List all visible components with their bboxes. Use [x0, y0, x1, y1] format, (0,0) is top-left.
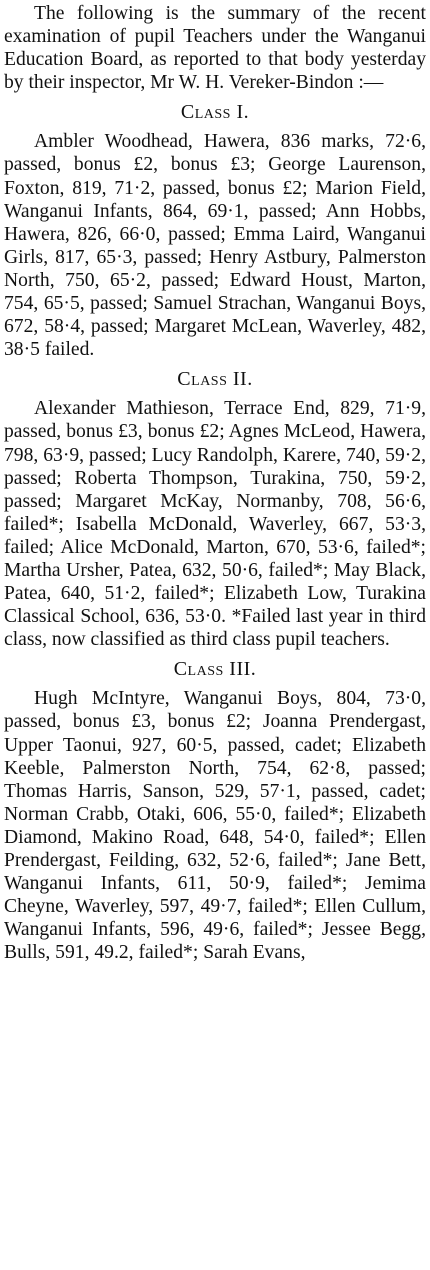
section-body-class-3: Hugh McIntyre, Wanganui Boys, 804, 73·0, passed, bonus £3, bonus £2; Joanna Prendergast, Upper Taonui, 927, 60·5, passed, cadet; Elizabeth Keeble, Palmerston North, 754, 62·8, passed; Thomas Harris, Sanson, 529, 57·1, passed, cadet; Norman Crabb, Otaki, 606, 55·0, failed*; Elizabeth Diamond, Makino Road, 648, 54·0, failed*; Ellen Prendergast, Feilding, 632, 52·6, failed*; Jane Bett, Wanganui Infants, 611, 50·9, failed*; Jemima Cheyne, Waverley, 597, 49·7, failed*; Ellen Cullum, Wanganui Infants, 596, 49·6, failed*; Jessee Begg, Bulls, 591, 49.2, failed*; Sarah Evans, — [4, 688, 426, 964]
section-body-class-1: Ambler Woodhead, Hawera, 836 marks, 72·6, passed, bonus £2, bonus £3; George Laurenson, Foxton, 819, 71·2, passed, bonus £2; Marion Field, Wanganui Infants, 864, 69·1, passed; Ann Hobbs, Hawera, 826, 66·0, passed; Emma Laird, Wanganui Girls, 817, 65·3, passed; Henry Astbury, Palmerston North, 750, 65·2, passed; Edward Houst, Marton, 754, 65·5, passed; Samuel Strachan, Wanganui Boys, 672, 58·4, passed; Margaret McLean, Waverley, 482, 38·5 failed. — [4, 131, 426, 361]
intro-paragraph: The following is the summary of the recent examination of pupil Teachers under the Wanganui Education Board, as reported to that body yesterday by their inspector, Mr W. H. Vereker-Bindon :— — [4, 3, 426, 94]
section-heading-class-3: Class III. — [173, 658, 257, 681]
newspaper-column — [4, 0, 426, 1270]
section-heading-class-1: Class I. — [180, 101, 250, 124]
section-body-class-2: Alexander Mathieson, Terrace End, 829, 71·9, passed, bonus £3, bonus £2; Agnes McLeod, Hawera, 798, 63·9, passed; Lucy Randolph, Karere, 740, 59·2, passed; Roberta Thompson, Turakina, 750, 59·2, passed; Margaret McKay, Normanby, 708, 56·6, failed*; Isabella McDonald, Waverley, 667, 53·3, failed; Alice McDonald, Marton, 670, 53·6, failed*; Martha Ursher, Patea, 632, 50·6, failed*; May Black, Patea, 640, 51·2, failed*; Elizabeth Low, Turakina Classical School, 636, 53·0. *Failed last year in third class, now classified as third class pupil teachers. — [4, 398, 426, 651]
section-heading-class-2: Class II. — [177, 368, 253, 391]
